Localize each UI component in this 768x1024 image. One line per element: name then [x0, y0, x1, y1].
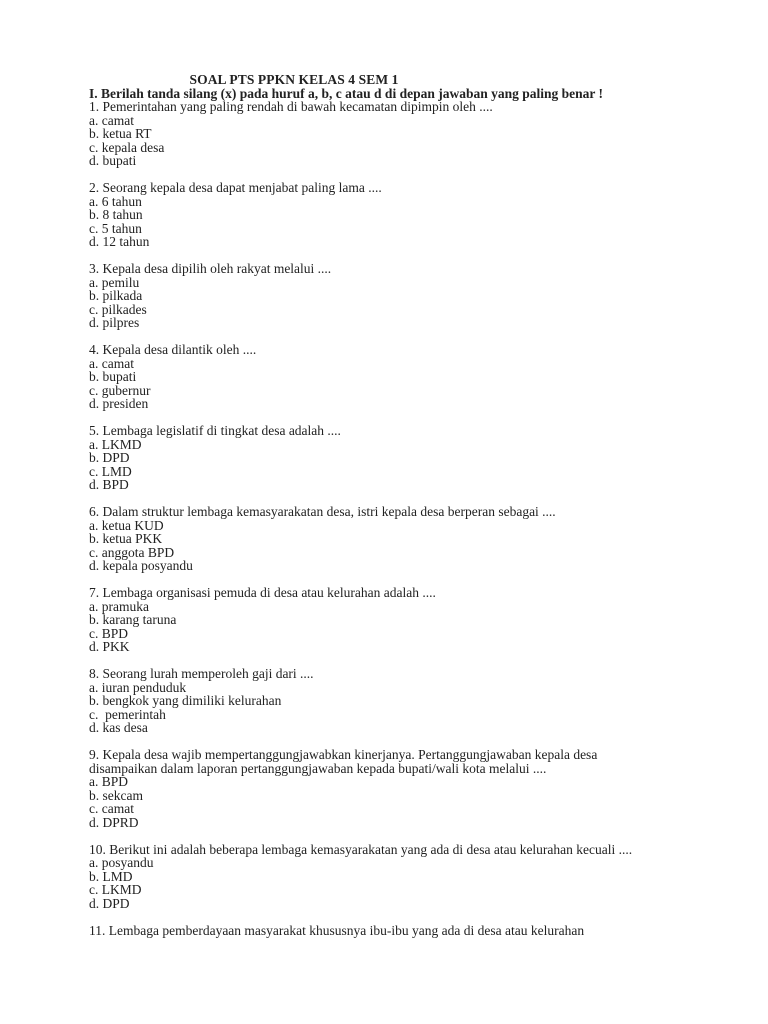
answer-option: d. DPD	[89, 895, 130, 911]
question-item	[89, 424, 689, 492]
answer-option: b. sekcam	[89, 787, 143, 803]
question-gap	[89, 910, 689, 924]
answer-option: d. 12 tahun	[89, 234, 150, 249]
question-text: 7. Lembaga organisasi pemuda di desa atau kelurahan adalah ....	[89, 585, 436, 600]
answer-option: d. pilpres	[89, 315, 140, 330]
answer-option: b. ketua RT	[89, 126, 152, 141]
answer-option: a. BPD	[89, 774, 129, 789]
question-list	[89, 100, 689, 937]
answer-option: c. BPD	[89, 625, 129, 641]
answer-option: b. DPD	[89, 450, 130, 465]
question-text: 1. Pemerintahan yang paling rendah di bawah kecamatan dipimpin oleh ....	[89, 99, 493, 114]
answer-option: a. pemilu	[89, 274, 140, 290]
question-text: 5. Lembaga legislatif di tingkat desa adalah ....	[89, 423, 341, 438]
question-item	[89, 748, 689, 829]
question-text: 4. Kepala desa dilantik oleh ....	[89, 342, 257, 357]
question-text: 3. Kepala desa dipilih oleh rakyat melalui ....	[89, 261, 332, 276]
instruction-text: I. Berilah tanda silang (x) pada huruf a, b, c atau d di depan jawaban yang paling benar !	[89, 85, 603, 101]
answer-option: a. camat	[89, 112, 134, 128]
question-item	[89, 843, 689, 911]
document-title: SOAL PTS PPKN KELAS 4 SEM 1	[189, 72, 399, 87]
question-text: 6. Dalam struktur lembaga kemasyarakatan desa, istri kepala desa berperan sebagai ....	[89, 504, 556, 519]
question-text: 10. Berikut ini adalah beberapa lembaga kemasyarakatan yang ada di desa atau kelurahan kecuali ....	[89, 841, 633, 857]
question-text: 2. Seorang kepala desa dapat menjabat paling lama ....	[89, 180, 382, 195]
answer-option: c. anggota BPD	[89, 544, 175, 560]
answer-option: c. pemerintah	[89, 706, 166, 722]
answer-option: c. kepala desa	[89, 139, 165, 155]
question-text: 11. Lembaga pemberdayaan masyarakat khususnya ibu-ibu yang ada di desa atau kelurahan	[89, 922, 585, 938]
answer-option: a. pramuka	[89, 598, 149, 614]
question-text: 8. Seorang lurah memperoleh gaji dari ....	[89, 666, 314, 681]
question-item	[89, 667, 689, 735]
answer-option: b. karang taruna	[89, 612, 177, 627]
question-item	[89, 100, 689, 168]
answer-option: a. LKMD	[89, 436, 142, 452]
question-item	[89, 343, 689, 411]
answer-option: a. 6 tahun	[89, 193, 142, 209]
answer-option: d. presiden	[89, 396, 149, 411]
answer-option: b. bengkok yang dimiliki kelurahan	[89, 693, 282, 708]
answer-option: b. pilkada	[89, 288, 143, 303]
answer-option: b. bupati	[89, 369, 137, 384]
question-gap	[89, 249, 689, 263]
answer-option: c. gubernur	[89, 382, 151, 398]
question-item	[89, 181, 689, 249]
question-gap	[89, 330, 689, 344]
answer-option: b. ketua PKK	[89, 531, 163, 546]
answer-option: a. iuran penduduk	[89, 679, 187, 695]
answer-option: d. kas desa	[89, 720, 148, 735]
question-gap	[89, 168, 689, 182]
answer-option: d. BPD	[89, 477, 129, 492]
question-gap	[89, 735, 689, 749]
answer-option: a. posyandu	[89, 855, 154, 870]
question-gap	[89, 829, 689, 843]
question-item	[89, 505, 689, 573]
question-gap	[89, 573, 689, 587]
answer-option: d. kepala posyandu	[89, 558, 193, 573]
question-item	[89, 924, 689, 938]
answer-option: d. DPRD	[89, 814, 139, 830]
answer-option: c. LKMD	[89, 882, 142, 897]
answer-option: a. ketua KUD	[89, 517, 164, 533]
answer-option: b. LMD	[89, 868, 133, 884]
document-page	[89, 73, 689, 937]
question-text: 9. Kepala desa wajib mempertanggungjawabkan kinerjanya. Pertanggungjawaban kepala desa disampaikan dalam laporan pertanggungjawaban kepada bupati/wali kota melalui ....	[89, 747, 598, 776]
answer-option: b. 8 tahun	[89, 207, 143, 222]
answer-option: a. camat	[89, 355, 134, 371]
answer-option: c. LMD	[89, 463, 132, 479]
answer-option: c. 5 tahun	[89, 220, 142, 236]
answer-option: c. camat	[89, 801, 134, 816]
question-gap	[89, 492, 689, 506]
answer-option: d. PKK	[89, 639, 130, 654]
question-item	[89, 262, 689, 330]
question-item	[89, 586, 689, 654]
answer-option: c. pilkades	[89, 301, 147, 317]
answer-option: d. bupati	[89, 153, 137, 168]
question-gap	[89, 654, 689, 668]
question-gap	[89, 411, 689, 425]
